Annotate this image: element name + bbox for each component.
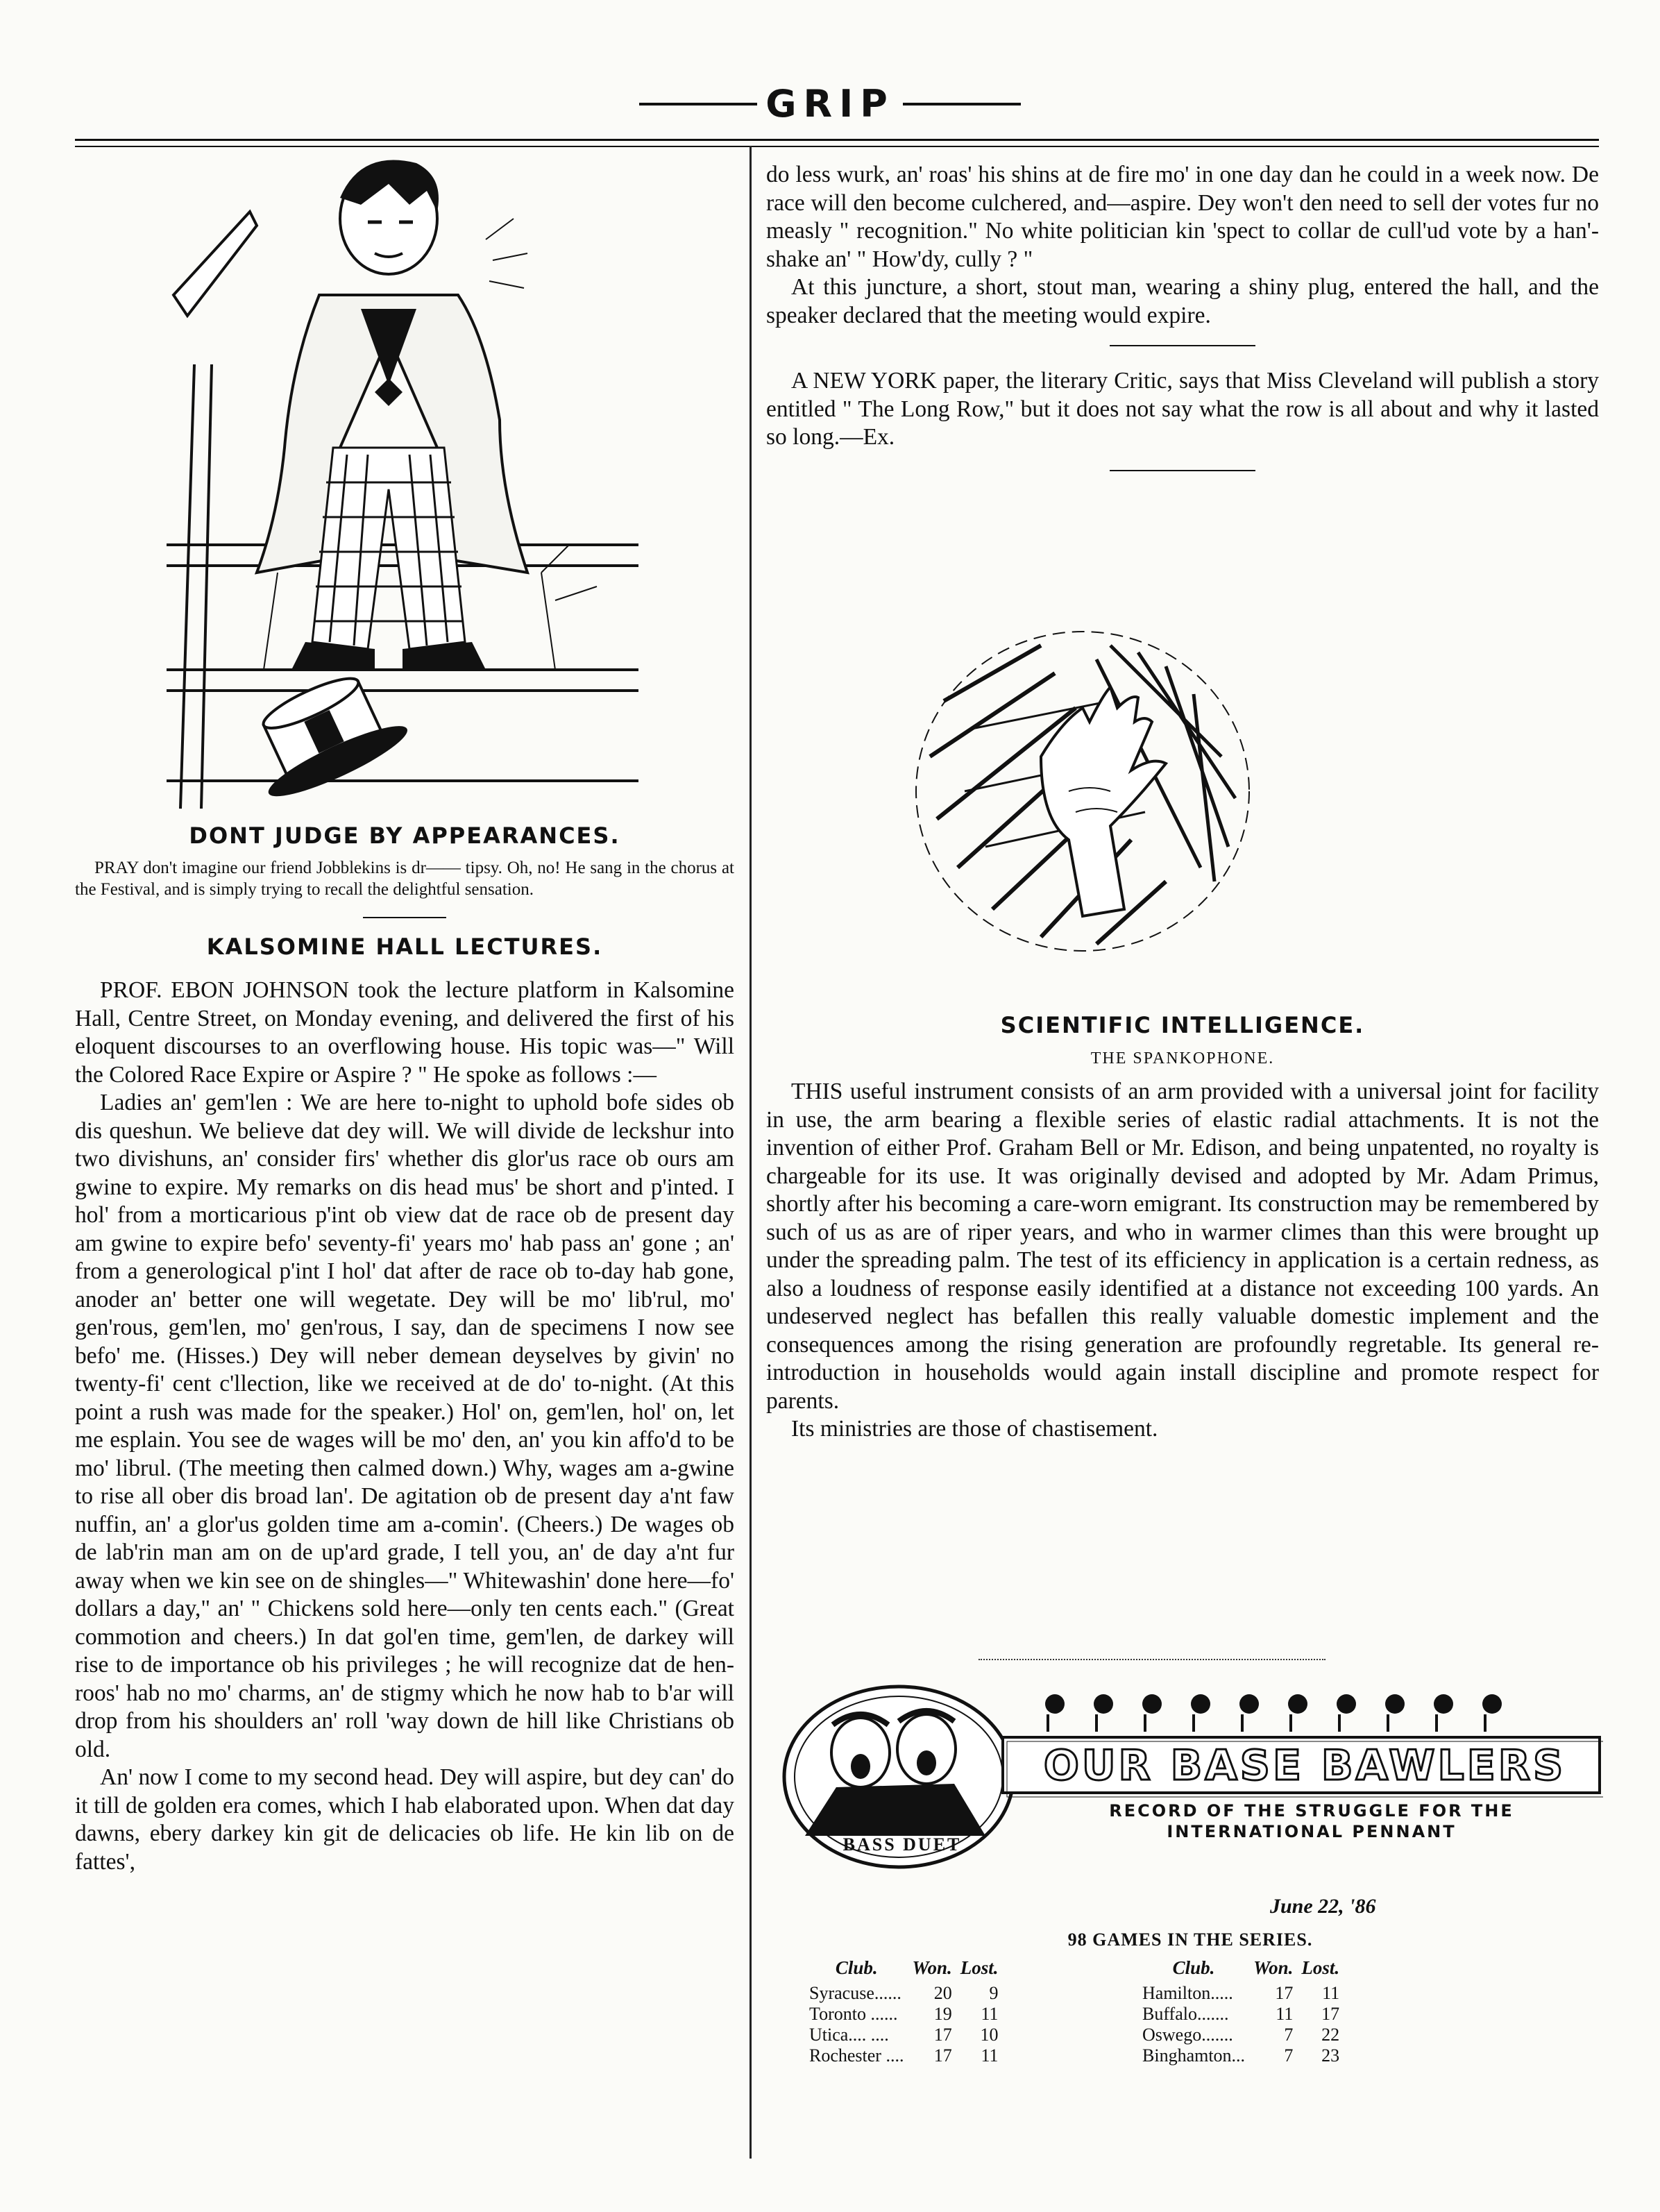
won-value: 17 (933, 2025, 952, 2045)
section-rule (1110, 470, 1255, 471)
club-name: Binghamton... (1142, 2045, 1246, 2066)
col-header-club: Club. (835, 1957, 878, 1978)
left-column (75, 822, 734, 1876)
masthead-rule-left (639, 103, 757, 105)
article-paragraph: Its ministries are those of chastisement. (791, 1416, 1158, 1442)
cartoon-caption: PRAY don't imagine our friend Jobblekins is dr—— tipsy. Oh, no! He sang in the chorus at the Festival, and is simply trying to recall the delightful sensation. (75, 859, 734, 899)
table-row (1138, 2025, 1344, 2045)
article-closing: At this juncture, a short, stout man, wearing a shiny plug, entered the hall, and the speaker declared that the meeting would expire. (766, 274, 1599, 328)
standings-table-left (805, 1957, 1003, 2066)
spankophone-illustration (902, 618, 1263, 979)
cartoon-heading: DONT JUDGE BY APPEARANCES. (189, 822, 620, 849)
col-header-won: Won. (912, 1957, 952, 1978)
table-row (805, 1983, 1003, 2004)
lost-value: 23 (1321, 2045, 1340, 2066)
table-row (805, 2004, 1003, 2025)
won-value: 7 (1284, 2045, 1294, 2066)
lost-value: 11 (981, 2004, 999, 2024)
article-paragraph: PROF. EBON JOHNSON took the lecture platform in Kalsomine Hall, Centre Street, on Monday evening, and delivered the first of his eloquent discourses to an overflowing house. His topic was—" Will the Colored Race Expire or Aspire ? " He spoke as follows :— (75, 977, 734, 1088)
banner-title: OUR BASE BAWLERS (1043, 1741, 1566, 1790)
col-header-won: Won. (1253, 1957, 1294, 1978)
series-heading: 98 GAMES IN THE SERIES. (1067, 1930, 1313, 1950)
header-rule (75, 146, 1599, 147)
lost-value: 22 (1321, 2025, 1340, 2045)
club-name: Rochester .... (809, 2045, 904, 2066)
club-name: Utica.... .... (809, 2025, 889, 2045)
won-value: 11 (1276, 2004, 1294, 2024)
table-row (1138, 2045, 1344, 2066)
critic-note: A NEW YORK paper, the literary Critic, says that Miss Cleveland will publish a story entitled " The Long Row," but it does not say what the row is all about and why it lasted so long.—Ex. (766, 368, 1599, 450)
masthead (0, 82, 1660, 126)
club-name: Oswego....... (1142, 2025, 1233, 2045)
banner-subtitle: RECORD OF THE STRUGGLE FOR THE (1109, 1801, 1514, 1821)
banner-subtitle: INTERNATIONAL PENNANT (1167, 1822, 1457, 1841)
right-column-top (766, 161, 1599, 471)
lost-value: 11 (981, 2045, 999, 2066)
lost-value: 10 (980, 2025, 999, 2045)
article-paragraph: Ladies an' gem'len : We are here to-night to uphold bofe sides ob dis queshun. We believe dat dey will. We will divide de leckshur into two divishuns, an' consider firs' whether dis glor'us race ob ours am gwine to expire. My remarks on dis head mus' be short and p'inted. I hol' from a morticarious p'int ob view dat de race ob de present day am gwine to expire befo' seventy-fi' years mo' hab pass an' gone ; an' from a generological p'int I hol' dat after de race ob to-day hab gone, anoder an' better one will wegetate. Dey will be mo' lib'rul, mo' gen'rous, gem'len, mo' gen'rous, I say, dan de specimens I now see befo' me. (Hisses.) Dey will neber demean deyselves by givin' no twenty-fi' cent c'llection, like we received at de do' to-night. (At this point a rush was made for the speaker.) Hol' on, gem'len, hol' on, let me esplain. You see de wages will be mo' den, an' you kin affo'd to be mo' librul. (The meeting then calmed down.) Why, wages am a-gwine to rise all ober dis broad lan'. De agitation ob de present day a'nt faw nuffin, an' a glor'us golden time am a-comin'. (Cheers.) De wages ob de lab'rin man am on de up'ard grade, I tell you, an' de day a'nt fur away when we kin see on de shingles—" Whitewashin' done here—fo' dollars a day," an' " Chickens sold here—only ten cents each." (Great commotion and cheers.) In dat gol'en time, gem'len, de darkey will rise to de importance ob his privileges ; he will recognize dat de hen-roos' hab no mo' charms, an' de stigmy which he now hab to b'ar will drop from his shoulders an' roll 'way down de hill like Christians ob old. (75, 1090, 734, 1762)
col-header-lost: Lost. (960, 1957, 999, 1978)
lost-value: 9 (989, 1983, 999, 2003)
won-value: 17 (933, 2045, 952, 2066)
club-name: Hamilton..... (1142, 1983, 1233, 2003)
won-value: 7 (1284, 2025, 1294, 2045)
tipsy-man-illustration (153, 156, 652, 816)
col-header-club: Club. (1172, 1957, 1215, 1978)
article-paragraph: THIS useful instrument consists of an arm provided with a universal joint for facility in use, the arm bearing a flexible series of elastic radial attachments. It is not the invention of either Prof. Graham Bell or Mr. Edison, and being unpatented, no royalty is chargeable for its use. It was originally devised and adopted by Mr. Adam Primus, shortly after his becoming a care-worn emigrant. Its construction may be remembered by such of us as are of riper years, and who in warmer climes than this were brought up under the spreading palm. The test of its efficiency in application is a certain redness, as also a loudness of response easily identified at a distance not exceeding 100 yards. An undeserved neglect has befallen this really valuable domestic implement and the consequences among the rising generation are profoundly regretable. Its general re-introduction in households would again install discipline and promote respect for parents. (766, 1079, 1599, 1414)
table-row (805, 2045, 1003, 2066)
column-divider (749, 146, 752, 2159)
won-value: 17 (1275, 1983, 1294, 2003)
lost-value: 11 (1322, 1983, 1340, 2003)
header-rule (75, 139, 1599, 141)
masthead-title: GRIP (765, 82, 895, 126)
standings-table-right (1138, 1957, 1344, 2066)
club-name: Syracuse...... (809, 1983, 901, 2003)
article-subheading: THE SPANKOPHONE. (1090, 1049, 1275, 1067)
dotted-rule (979, 1659, 1326, 1660)
article-heading: SCIENTIFIC INTELLIGENCE. (1000, 1012, 1365, 1038)
record-date: June 22, '86 (1270, 1895, 1376, 1918)
article-continued: do less wurk, an' roas' his shins at de fire mo' in one day dan he could in a week now. De race will den become culchered, and—aspire. Dey won't den need to sell der votes fur no measly " recognition." No white politician kin 'spect to collar de cull'ud vote by a han'-shake an' " How'dy, cully ? " (766, 162, 1599, 272)
article-paragraph: An' now I come to my second head. Dey will aspire, but dey can' do it till de golden era comes, which I hab elaborated upon. When dat day dawns, ebery darkey kin git de delicacies ob life. He kin lib on de fattes', (75, 1764, 734, 1875)
banner-badge: BASS DUET (842, 1834, 962, 1855)
article-heading: KALSOMINE HALL LECTURES. (206, 934, 603, 960)
table-row (805, 2025, 1003, 2045)
won-value: 20 (933, 1983, 952, 2003)
baseball-banner (777, 1676, 1603, 1877)
right-column-bottom (766, 1012, 1599, 1444)
club-name: Toronto ...... (809, 2004, 898, 2024)
lost-value: 17 (1321, 2004, 1340, 2024)
club-name: Buffalo....... (1142, 2004, 1229, 2024)
masthead-rule-right (903, 103, 1021, 105)
col-header-lost: Lost. (1301, 1957, 1340, 1978)
table-row (1138, 2004, 1344, 2025)
table-row (1138, 1983, 1344, 2004)
won-value: 19 (933, 2004, 952, 2024)
